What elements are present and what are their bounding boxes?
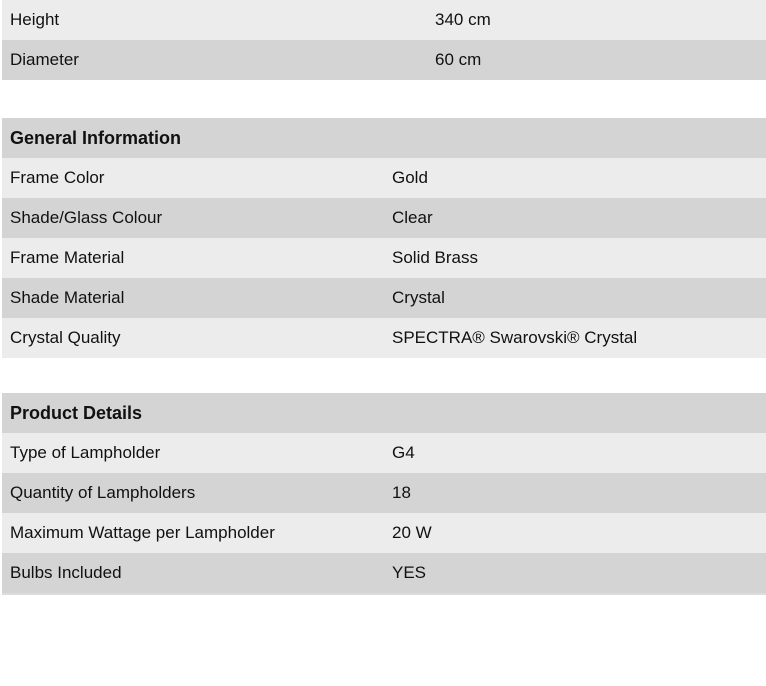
product-details-table (2, 393, 766, 593)
section-header-product-details (2, 393, 766, 433)
spec-label: Bulbs Included (2, 553, 384, 593)
spec-value: 20 W (384, 513, 766, 553)
spec-value: G4 (384, 433, 766, 473)
spec-row-height (2, 0, 766, 40)
spec-value: 60 cm (427, 40, 766, 80)
spec-value: Clear (384, 198, 766, 238)
spec-value: Crystal (384, 278, 766, 318)
spec-value: SPECTRA® Swarovski® Crystal (384, 318, 766, 358)
spec-row-type-of-lampholder (2, 433, 766, 473)
spec-label: Shade/Glass Colour (2, 198, 384, 238)
spec-label: Crystal Quality (2, 318, 384, 358)
spec-value: Solid Brass (384, 238, 766, 278)
spec-label: Shade Material (2, 278, 384, 318)
section-header-general-information (2, 118, 766, 158)
spec-row-crystal-quality (2, 318, 766, 358)
spec-label: Frame Material (2, 238, 384, 278)
spec-row-frame-color (2, 158, 766, 198)
spec-row-frame-material (2, 238, 766, 278)
spec-value: 18 (384, 473, 766, 513)
spec-row-quantity-of-lampholders (2, 473, 766, 513)
spec-row-diameter (2, 40, 766, 80)
spec-row-bulbs-included (2, 553, 766, 593)
spec-row-shade-material (2, 278, 766, 318)
spec-label: Frame Color (2, 158, 384, 198)
spec-value: 340 cm (427, 0, 766, 40)
general-information-table (2, 118, 766, 358)
section-title: General Information (2, 118, 766, 158)
section-title: Product Details (2, 393, 766, 433)
spec-row-maximum-wattage (2, 513, 766, 553)
spec-value: YES (384, 553, 766, 593)
spec-label: Diameter (2, 40, 427, 80)
spec-label: Type of Lampholder (2, 433, 384, 473)
spec-label: Height (2, 0, 427, 40)
spec-value: Gold (384, 158, 766, 198)
spec-row-shade-glass-colour (2, 198, 766, 238)
divider (2, 593, 766, 595)
spec-label: Quantity of Lampholders (2, 473, 384, 513)
spec-label: Maximum Wattage per Lampholder (2, 513, 384, 553)
dimensions-table (2, 0, 766, 80)
